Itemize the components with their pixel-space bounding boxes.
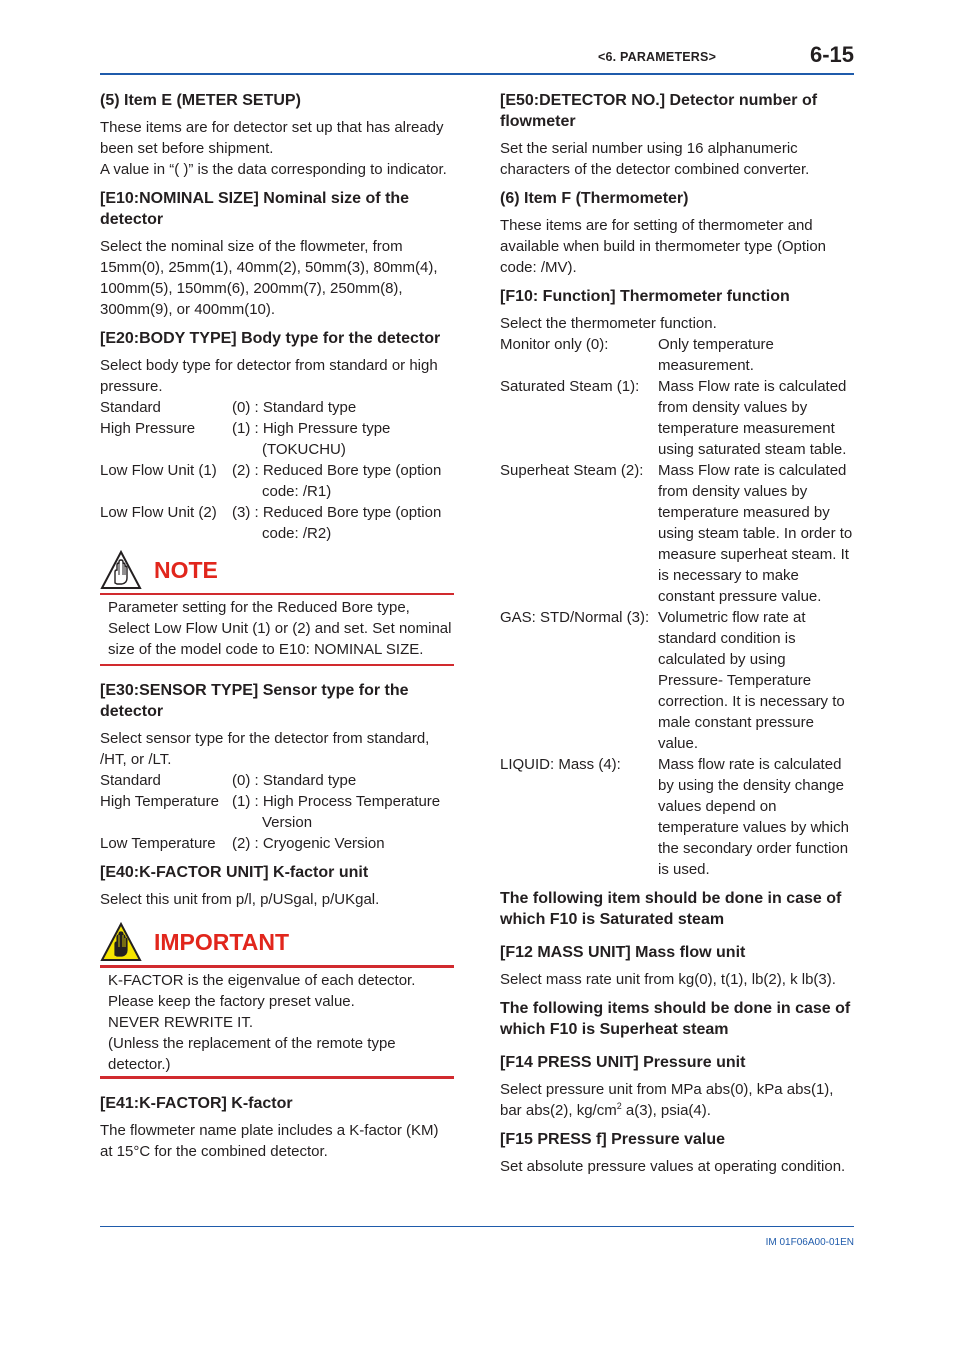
f14-superscript: 2 [616,1101,622,1111]
f10-heading: [F10: Function] Thermometer function [500,288,790,305]
e20-options [100,397,454,544]
option-row [500,754,854,880]
option-key: Standard [100,772,161,789]
option-row [100,460,454,502]
item-e-heading: (5) Item E (METER SETUP) [100,92,301,109]
option-value: (1) : High Process Temperature Version [232,793,441,831]
option-row [100,397,454,418]
option-key: Low Flow Unit (1) [100,462,217,479]
important-body [100,968,454,1076]
f14-body-text: Select pressure unit from MPa abs(0), kPa abs(1), bar abs(2), kg/cm [500,1081,834,1119]
option-key: LIQUID: Mass (4): [500,756,621,773]
option-value: (2) : Reduced Bore type (option code: /R1) [232,462,442,500]
e50-heading: [E50:DETECTOR NO.] Detector number of flowmeter [500,92,818,130]
option-key: GAS: STD/Normal (3): [500,609,650,626]
option-key: High Pressure [100,420,196,437]
f14-heading: [F14 PRESS UNIT] Pressure unit [500,1054,746,1071]
hand-warning-icon [100,550,142,590]
e20-body: Select body type for detector from standard or high pressure. [100,357,438,395]
option-value: (0) : Standard type [232,772,357,789]
important-line-3: NEVER REWRITE IT. [108,1014,254,1031]
f12-heading: [F12 MASS UNIT] Mass flow unit [500,944,746,961]
option-value: Mass Flow rate is calculated from density values by temperature measurement using saturated steam table. [658,378,847,458]
option-value: (1) : High Pressure type (TOKUCHU) [232,420,391,458]
item-f-heading: (6) Item F (Thermometer) [500,190,689,207]
important-line-2: Please keep the factory preset value. [108,993,355,1010]
option-key: Standard [100,399,161,416]
option-row [100,833,454,854]
important-line-4: (Unless the replacement of the remote type detector.) [108,1035,396,1073]
e10-body: Select the nominal size of the flowmeter, from 15mm(0), 25mm(1), 40mm(2), 50mm(3), 80mm(4), 100mm(5), 150mm(6), 200mm(7), 250mm(8), 300mm(9), or 400mm(10). [100,238,438,318]
option-value: Only temperature measurement. [658,336,774,374]
e41-body: The flowmeter name plate includes a K-factor (KM) at 15°C for the combined detector. [100,1122,439,1160]
header-rule [100,73,854,75]
option-row [100,770,454,791]
superheat-steam-heading: The following items should be done in case of which F10 is Superheat steam [500,1000,851,1038]
f10-intro: Select the thermometer function. [500,315,717,332]
note-title-row [100,550,454,590]
e30-body: Select sensor type for the detector from standard, /HT, or /LT. [100,730,430,768]
e40-heading: [E40:K-FACTOR UNIT] K-factor unit [100,864,369,881]
saturated-steam-heading: The following item should be done in case of which F10 is Saturated steam [500,890,842,928]
important-title-row [100,922,454,962]
item-e-intro: These items are for detector set up that has already been set before shipment. [100,119,444,157]
option-row [500,334,854,376]
option-key: Low Temperature [100,835,216,852]
option-row [100,502,454,544]
option-value: Mass flow rate is calculated by using the density change values depend on temperature values by which the secondary order function is used. [658,756,849,878]
option-key: Low Flow Unit (2) [100,504,217,521]
f12-body: Select mass rate unit from kg(0), t(1), lb(2), k lb(3). [500,971,836,988]
f14-body [500,1079,854,1121]
e30-heading: [E30:SENSOR TYPE] Sensor type for the detector [100,682,409,720]
option-row [500,607,854,754]
e30-options [100,770,454,854]
e40-body: Select this unit from p/l, p/USgal, p/UKgal. [100,891,380,908]
option-row [500,460,854,607]
option-value: Volumetric flow rate at standard condition is calculated by using Pressure- Temperature correction. It is necessary to male constant pressure value. [658,609,845,752]
left-column [100,90,454,1162]
note-callout [100,550,454,666]
document-id: IM 01F06A00-01EN [765,1237,854,1248]
item-e-intro-2: A value in “( )” is the data corresponding to indicator. [100,161,447,178]
important-callout [100,922,454,1079]
option-value: (2) : Cryogenic Version [232,835,385,852]
hand-warning-icon [100,922,142,962]
section-title: <6. PARAMETERS> [598,50,717,64]
e41-heading: [E41:K-FACTOR] K-factor [100,1095,293,1112]
option-key: Saturated Steam (1): [500,378,640,395]
option-value: (3) : Reduced Bore type (option code: /R2) [232,504,442,542]
important-line-1: K-FACTOR is the eigenvalue of each detector. [108,972,416,989]
item-f-body: These items are for setting of thermometer and available when build in thermometer type (Option code: /MV). [500,217,827,276]
option-key: Superheat Steam (2): [500,462,644,479]
f15-body: Set absolute pressure values at operating condition. [500,1158,846,1175]
footer-rule [100,1226,854,1227]
option-row [100,418,454,460]
e50-body: Set the serial number using 16 alphanumeric characters of the detector combined converter. [500,140,810,178]
option-key: Monitor only (0): [500,336,609,353]
option-row [100,791,454,833]
note-body: Parameter setting for the Reduced Bore type, Select Low Flow Unit (1) or (2) and set. Set nominal size of the model code to E10: NOMINAL SIZE. [108,599,452,658]
option-value: Mass Flow rate is calculated from density values by temperature measured by using steam table. In order to measure superheat steam. It is necessary to make constant pressure value. [658,462,853,605]
option-row [500,376,854,460]
f10-options [500,334,854,880]
page-number: 6-15 [810,42,855,67]
option-value: (0) : Standard type [232,399,357,416]
important-title: IMPORTANT [154,929,290,955]
note-title: NOTE [154,557,218,583]
e20-heading: [E20:BODY TYPE] Body type for the detector [100,330,441,347]
f14-body-text-end: a(3), psia(4). [621,1102,711,1119]
important-bottom-rule [100,1076,454,1079]
option-key: High Temperature [100,793,219,810]
e10-heading: [E10:NOMINAL SIZE] Nominal size of the detector [100,190,410,228]
right-column [500,90,854,1177]
note-bottom-rule [100,664,454,666]
f15-heading: [F15 PRESS f] Pressure value [500,1131,725,1148]
